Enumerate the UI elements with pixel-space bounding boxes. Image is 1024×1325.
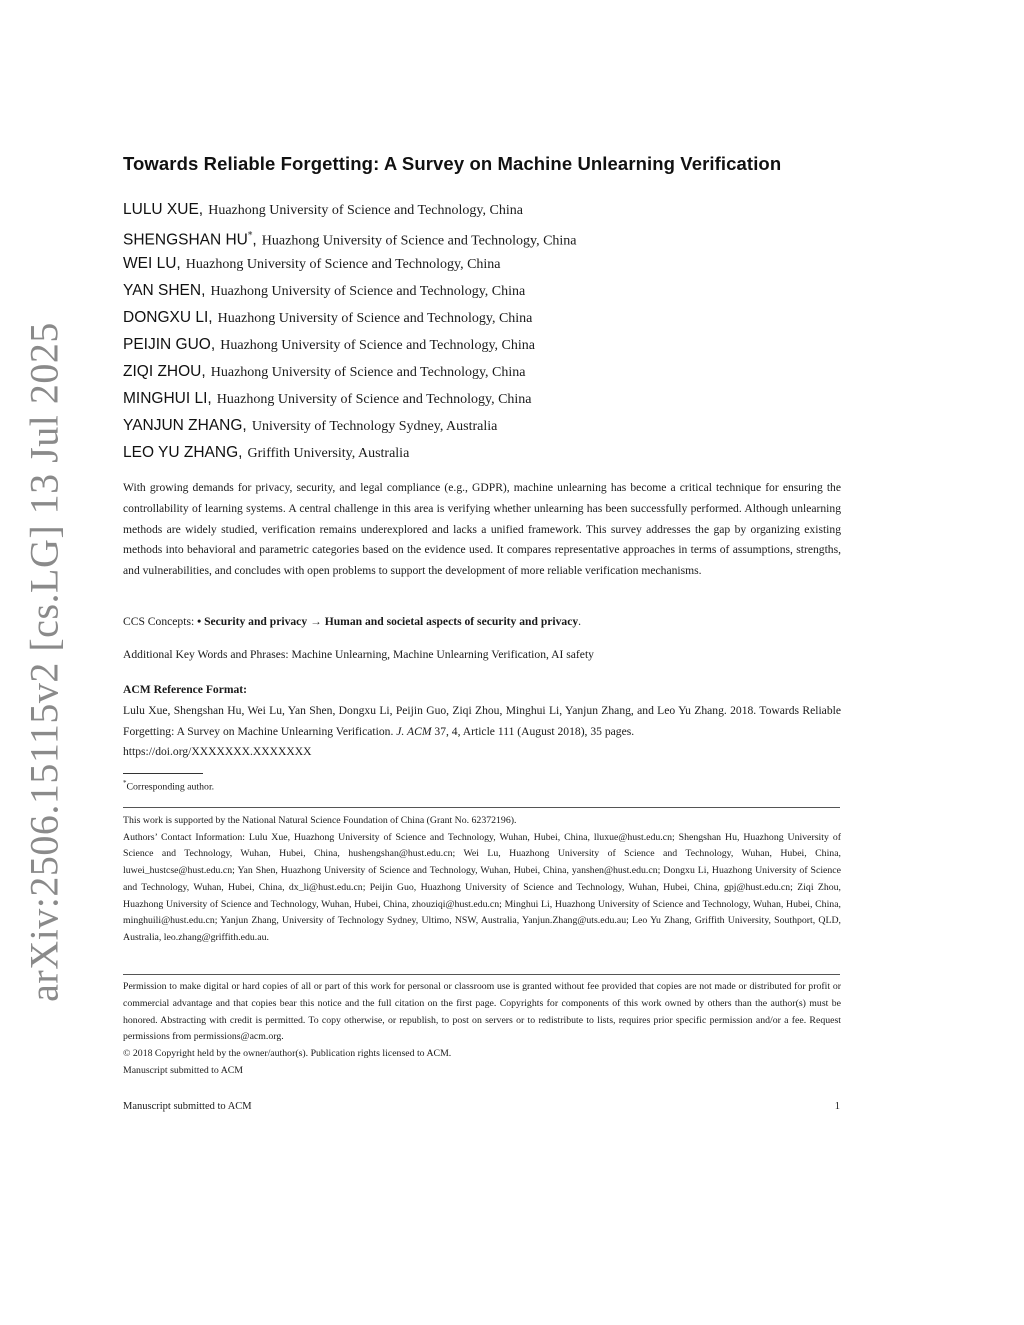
author-name: WEI LU, [123, 255, 181, 272]
author-affiliation: University of Technology Sydney, Australia [251, 419, 498, 434]
author-entry [123, 198, 841, 225]
author-name: ZIQI ZHOU, [123, 363, 206, 380]
ccs-bullet: • [197, 615, 202, 628]
author-affiliation: Huazhong University of Science and Technology, China [217, 311, 533, 326]
ccs-term: Human and societal aspects of security and privacy [324, 615, 579, 628]
reference-citation: Lulu Xue, Shengshan Hu, Wei Lu, Yan Shen, Dongxu Li, Peijin Guo, Ziqi Zhou, Minghui Li, Yanjun Zhang, and Leo Yu Zhang. 2018. Towards Reliable Forgetting: A Survey on Machine Unlearning Verification. [123, 703, 841, 738]
acm-reference-format [123, 680, 841, 763]
ccs-concepts [123, 615, 841, 628]
reference-volume: 37, 4, Article 111 (August 2018), 35 pages. [431, 724, 635, 738]
author-entry [123, 387, 841, 414]
author-entry [123, 333, 841, 360]
author-affiliation: Huazhong University of Science and Technology, China [208, 203, 523, 218]
ccs-period: . [578, 615, 582, 628]
author-entry [123, 441, 841, 468]
author-affiliation: Huazhong University of Science and Technology, China [185, 257, 501, 272]
author-name: YANJUN ZHANG, [123, 417, 247, 434]
author-affiliation: Huazhong University of Science and Technology, China [261, 233, 577, 249]
corresponding-mark: * [247, 231, 253, 241]
author-affiliation: Huazhong University of Science and Technology, China [216, 392, 532, 407]
author-entry [123, 414, 841, 441]
doi-link[interactable]: https://doi.org/XXXXXXX.XXXXXXX [123, 745, 312, 759]
footnote-mark: * [123, 779, 127, 787]
acm-reference-text [123, 701, 841, 763]
author-info-block [123, 813, 841, 947]
permission-block [123, 979, 841, 1080]
author-affiliation: Huazhong University of Science and Technology, China [210, 284, 526, 299]
author-name: SHENGSHAN HU [123, 231, 248, 249]
page-number: 1 [834, 1101, 840, 1112]
author-name: DONGXU LI, [123, 309, 213, 326]
contact-information: Authors’ Contact Information: Lulu Xue, Huazhong University of Science and Technology, Wuhan, Hubei, China, lluxue@hust.edu.cn; Shengshan Hu, Huazhong University of Science and Technology, Wuhan, Hubei, China, hushengshan@hust.edu.cn; Wei Lu, Huazhong University of Science and Technology, Wuhan, Hubei, China, luwei_hustcse@hust.edu.cn; Yan Shen, Huazhong University of Science and Technology, Wuhan, Hubei, China, yanshen@hust.edu.cn; Dongxu Li, Huazhong University of Science and Technology, Wuhan, Hubei, China, dx_li@hust.edu.cn; Peijin Guo, Huazhong University of Science and Technology, Wuhan, Hubei, China, gpj@hust.edu.cn; Ziqi Zhou, Huazhong University of Science and Technology, Wuhan, Hubei, China, zhouziqi@hust.edu.cn; Minghui Li, Huazhong University of Science and Technology, Wuhan, Hubei, China, minghuili@hust.edu.cn; Yanjun Zhang, University of Technology Sydney, Ultimo, NSW, Australia, Yanjun.Zhang@uts.edu.au; Leo Yu Zhang, Griffith University, Southport, QLD, Australia, leo.zhang@griffith.edu.au. [123, 831, 841, 943]
corresponding-footnote [123, 779, 841, 792]
author-name: MINGHUI LI, [123, 390, 212, 407]
ccs-term: Security and privacy [204, 615, 308, 628]
author-entry [123, 306, 841, 333]
permission-notice: Permission to make digital or hard copies of all or part of this work for personal or classroom use is granted without fee provided that copies are not made or distributed for profit or commercial advantage and that copies bear this notice and the full citation on the first page. Copyrights for components of this work owned by others than the author(s) must be honored. Abstracting with credit is permitted. To copy otherwise, or republish, to post on servers or to redistribute to lists, requires prior specific permission and/or a fee. Request permissions from permissions@acm.org. [123, 981, 841, 1043]
permission-divider [123, 974, 840, 975]
author-entry [123, 360, 841, 387]
manuscript-note: Manuscript submitted to ACM [123, 1064, 244, 1076]
footnote-divider [123, 773, 203, 774]
author-name: LULU XUE, [123, 201, 204, 218]
abstract: With growing demands for privacy, security, and legal compliance (e.g., GDPR), machine unlearning has become a critical technique for ensuring the controllability of learning systems. A central challenge in this area is verifying whether unlearning has been successfully performed. Although unlearning methods are widely studied, verification remains underexplored and lacks a unified framework. This survey addresses the gap by organizing existing methods into behavioral and parametric categories based on the evidence used. It compares representative approaches in terms of assumptions, strengths, and vulnerabilities, and concludes with open problems to support the development of more reliable verification mechanisms. [123, 481, 841, 578]
author-affiliation: Huazhong University of Science and Technology, China [210, 365, 526, 380]
keywords: Additional Key Words and Phrases: Machine Unlearning, Machine Unlearning Verification, AI safety [123, 648, 594, 661]
author-entry [123, 252, 841, 279]
author-affiliation: Huazhong University of Science and Technology, China [220, 338, 535, 353]
footer-manuscript-note: Manuscript submitted to ACM [123, 1101, 252, 1112]
arxiv-identifier-stamp: arXiv:2506.15115v2 [cs.LG] 13 Jul 2025 [21, 322, 67, 1002]
author-entry [123, 279, 841, 306]
author-affiliation: Griffith University, Australia [247, 446, 410, 461]
author-list [123, 198, 841, 468]
journal-name: J. ACM [396, 724, 432, 738]
author-name: LEO YU ZHANG, [123, 444, 243, 461]
ccs-label: CCS Concepts: [123, 615, 198, 628]
author-name: PEIJIN GUO, [123, 336, 216, 353]
funding-divider [123, 807, 840, 808]
author-entry [123, 225, 841, 252]
footnote-text: Corresponding author. [126, 781, 215, 793]
acm-reference-heading: ACM Reference Format: [123, 683, 248, 696]
author-comma: , [252, 231, 257, 249]
funding-note: This work is supported by the National Natural Science Foundation of China (Grant No. 62372196). [123, 815, 517, 826]
paper-title: Towards Reliable Forgetting: A Survey on Machine Unlearning Verification [123, 153, 782, 174]
ccs-arrow-icon: → [310, 615, 322, 628]
copyright-notice: © 2018 Copyright held by the owner/author(s). Publication rights licensed to ACM. [123, 1048, 452, 1060]
author-name: YAN SHEN, [123, 282, 206, 299]
